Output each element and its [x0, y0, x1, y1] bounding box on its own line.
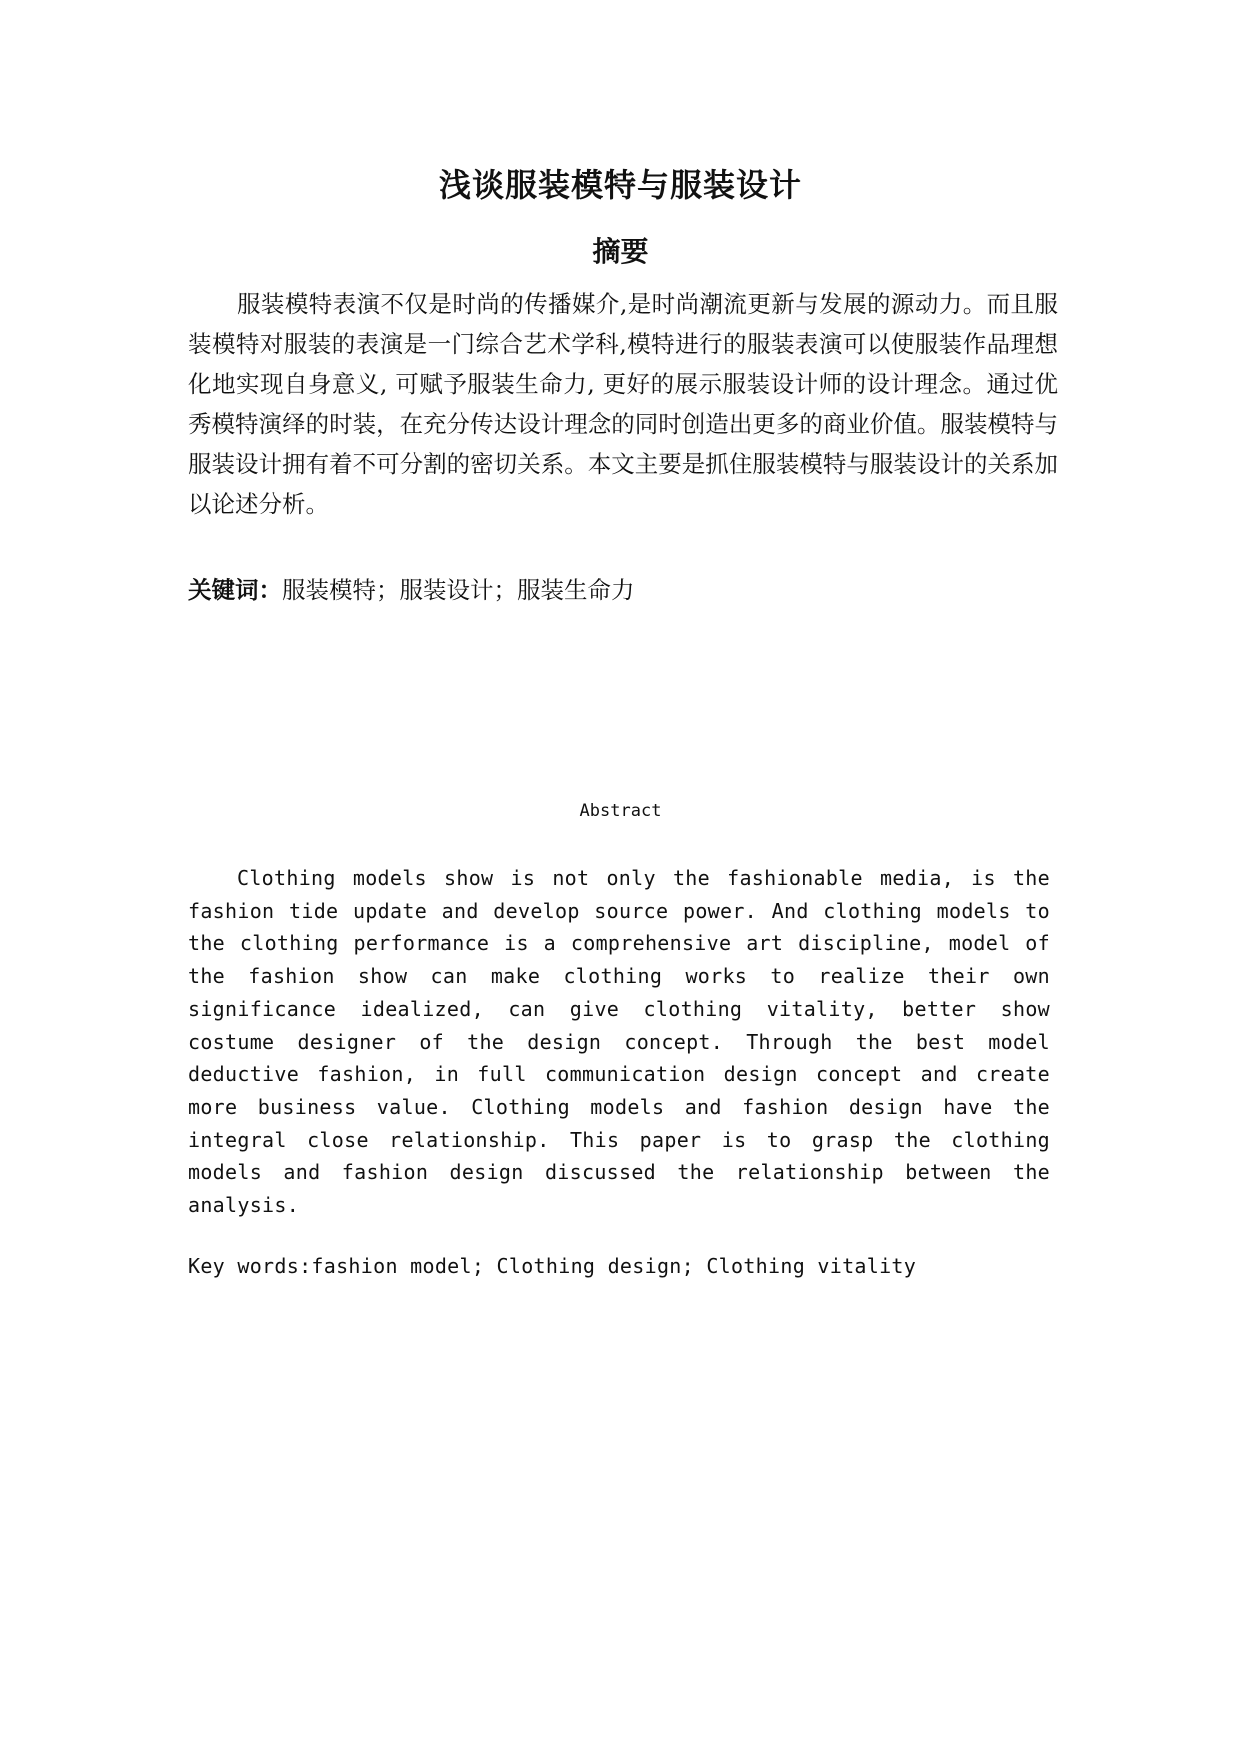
- keywords-label: 关键词：: [188, 576, 282, 604]
- abstract-body: 服装模特表演不仅是时尚的传播媒介,是时尚潮流更新与发展的源动力。而且服装模特对服装的表演是一门综合艺术学科,模特进行的服装表演可以使服装作品理想化地实现自身意义, 可赋予服装生命力, 更好的展示服装设计师的设计理念。通过优秀模特演绎的时装，在充分传达设计理念的同时创造出更多的商业价值。服装模特与服装设计拥有着不可分割的密切关系。本文主要是抓住服装模特与服装设计的关系加以论述分析。: [188, 290, 1058, 518]
- english-abstract-heading: Abstract: [579, 801, 662, 821]
- english-abstract-body: Clothing models show is not only the fashionable media, is the fashion tide update and develop source power. And clothing models to the clothing performance is a comprehensive art discipline, model of the fashion show can make clothing works to realize their own significance idealized, can give clothing vitality, better show costume designer of the design concept. Through the best model deductive fashion, in full communication design concept and create more business value. Clothing models and fashion design have the integral close relationship. This paper is to grasp the clothing models and fashion design discussed the relationship between the analysis.: [188, 866, 1050, 1218]
- keywords-line: [188, 572, 1058, 608]
- keywords-text: 服装模特；服装设计；服装生命力: [282, 576, 635, 604]
- page-title: 浅谈服装模特与服装设计: [438, 166, 802, 204]
- english-keywords-line: Key words:fashion model; Clothing design; Clothing vitality: [188, 1254, 917, 1278]
- abstract-heading: 摘要: [592, 235, 649, 268]
